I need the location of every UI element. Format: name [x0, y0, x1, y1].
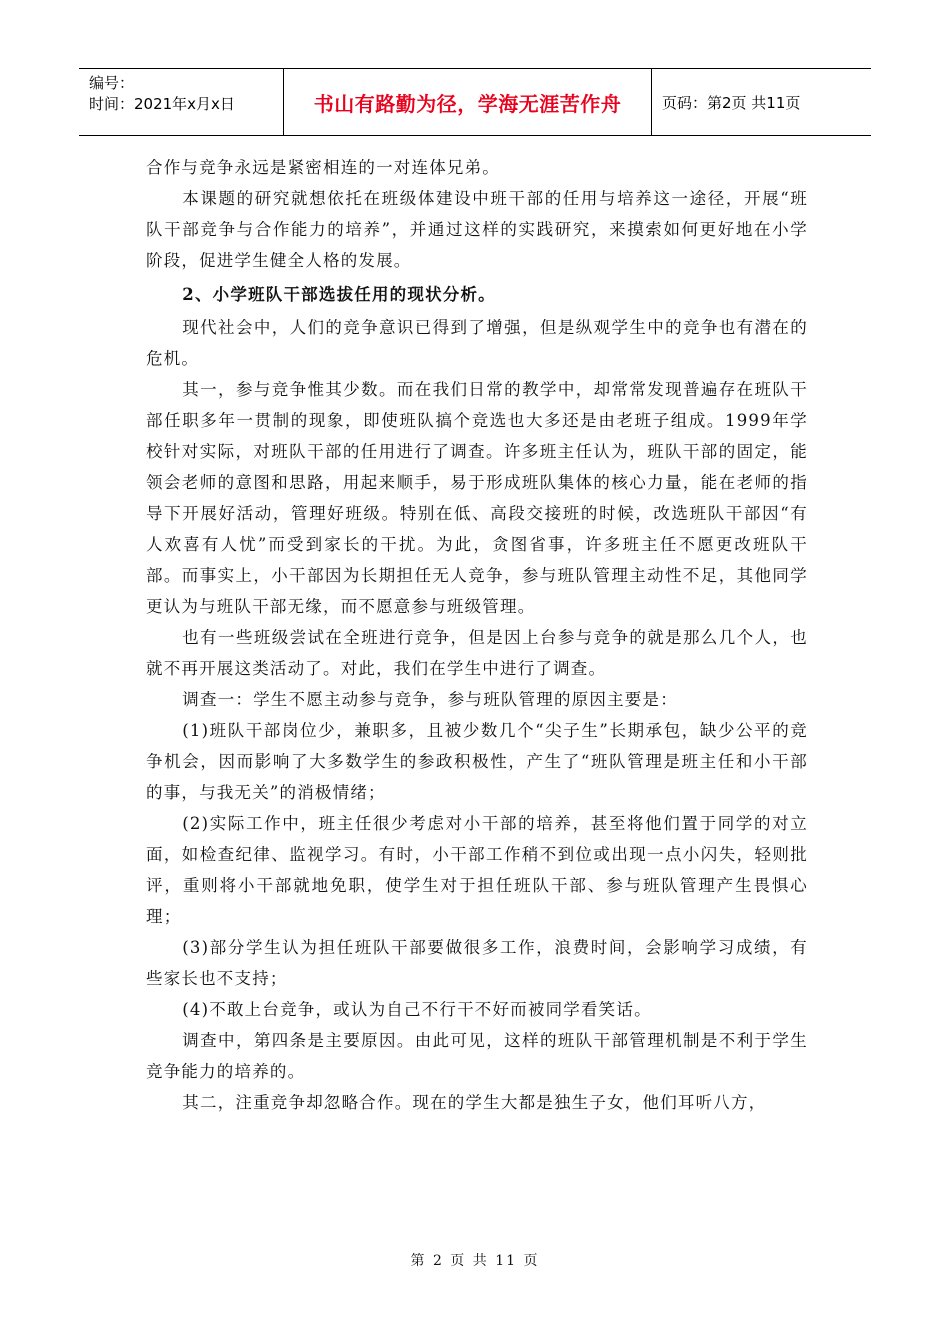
header-meta	[79, 69, 284, 135]
paragraph: 现代社会中，人们的竞争意识已得到了增强，但是纵观学生中的竞争也有潜在的危机。	[146, 318, 808, 368]
section-heading: 2、小学班队干部选拔任用的现状分析。	[182, 285, 496, 304]
list-item: (1)班队干部岗位少，兼职多，且被少数几个“尖子生”长期承包，缺少公平的竞争机会，因而影响了大多数学生的参政积极性，产生了“班队管理是班主任和小干部的事，与我无关”的消极情绪；	[146, 721, 808, 802]
list-item: (2)实际工作中，班主任很少考虑对小干部的培养，甚至将他们置于同学的对立面，如检查纪律、监视学习。有时，小干部工作稍不到位或出现一点小闪失，轻则批评，重则将小干部就地免职，使学生对于担任班队干部、参与班队管理产生畏惧心理；	[146, 814, 808, 926]
document-header	[79, 68, 871, 136]
paragraph: 本课题的研究就想依托在班级体建设中班干部的任用与培养这一途径，开展“班队干部竞争与合作能力的培养”，并通过这样的实践研究，来摸索如何更好地在小学阶段，促进学生健全人格的发展。	[146, 189, 808, 270]
header-motto: 书山有路勤为径，学海无涯苦作舟	[284, 69, 652, 135]
document-body	[146, 152, 808, 1118]
paragraph: 合作与竞争永远是紧密相连的一对连体兄弟。	[146, 158, 500, 177]
list-item: (4)不敢上台竞争，或认为自己不行干不好而被同学看笑话。	[182, 1000, 652, 1019]
paragraph: 其二，注重竞争却忽略合作。现在的学生大都是独生子女，他们耳听八方，	[182, 1093, 767, 1112]
header-page-code: 页码：第2页 共11页	[662, 93, 801, 112]
page-footer: 第 2 页 共 11 页	[410, 1253, 540, 1269]
list-item: (3)部分学生认为担任班队干部要做很多工作，浪费时间，会影响学习成绩，有些家长也不支持；	[146, 938, 808, 988]
date-line: 时间：2021年x月x日	[89, 95, 235, 113]
paragraph: 其一，参与竞争惟其少数。而在我们日常的教学中，却常常发现普遍存在班队干部任职多年一贯制的现象，即使班队搞个竞选也大多还是由老班子组成。1999年学校针对实际，对班队干部的任用进行了调查。许多班主任认为，班队干部的固定，能领会老师的意图和思路，用起来顺手，易于形成班队集体的核心力量，能在老师的指导下开展好活动，管理好班级。特别在低、高段交接班的时候，改选班队干部因“有人欢喜有人忧”而受到家长的干扰。为此，贪图省事，许多班主任不愿更改班队干部。而事实上，小干部因为长期担任无人竞争，参与班队管理主动性不足，其他同学更认为与班队干部无缘，而不愿意参与班级管理。	[146, 380, 808, 616]
paragraph: 调查中，第四条是主要原因。由此可见，这样的班队干部管理机制是不利于学生竞争能力的培养的。	[146, 1031, 808, 1081]
number-label: 编号：	[89, 74, 135, 92]
paragraph: 调查一：学生不愿主动参与竞争，参与班队管理的原因主要是：	[182, 690, 678, 709]
paragraph: 也有一些班级尝试在全班进行竞争，但是因上台参与竞争的就是那么几个人，也就不再开展这类活动了。对此，我们在学生中进行了调查。	[146, 628, 808, 678]
